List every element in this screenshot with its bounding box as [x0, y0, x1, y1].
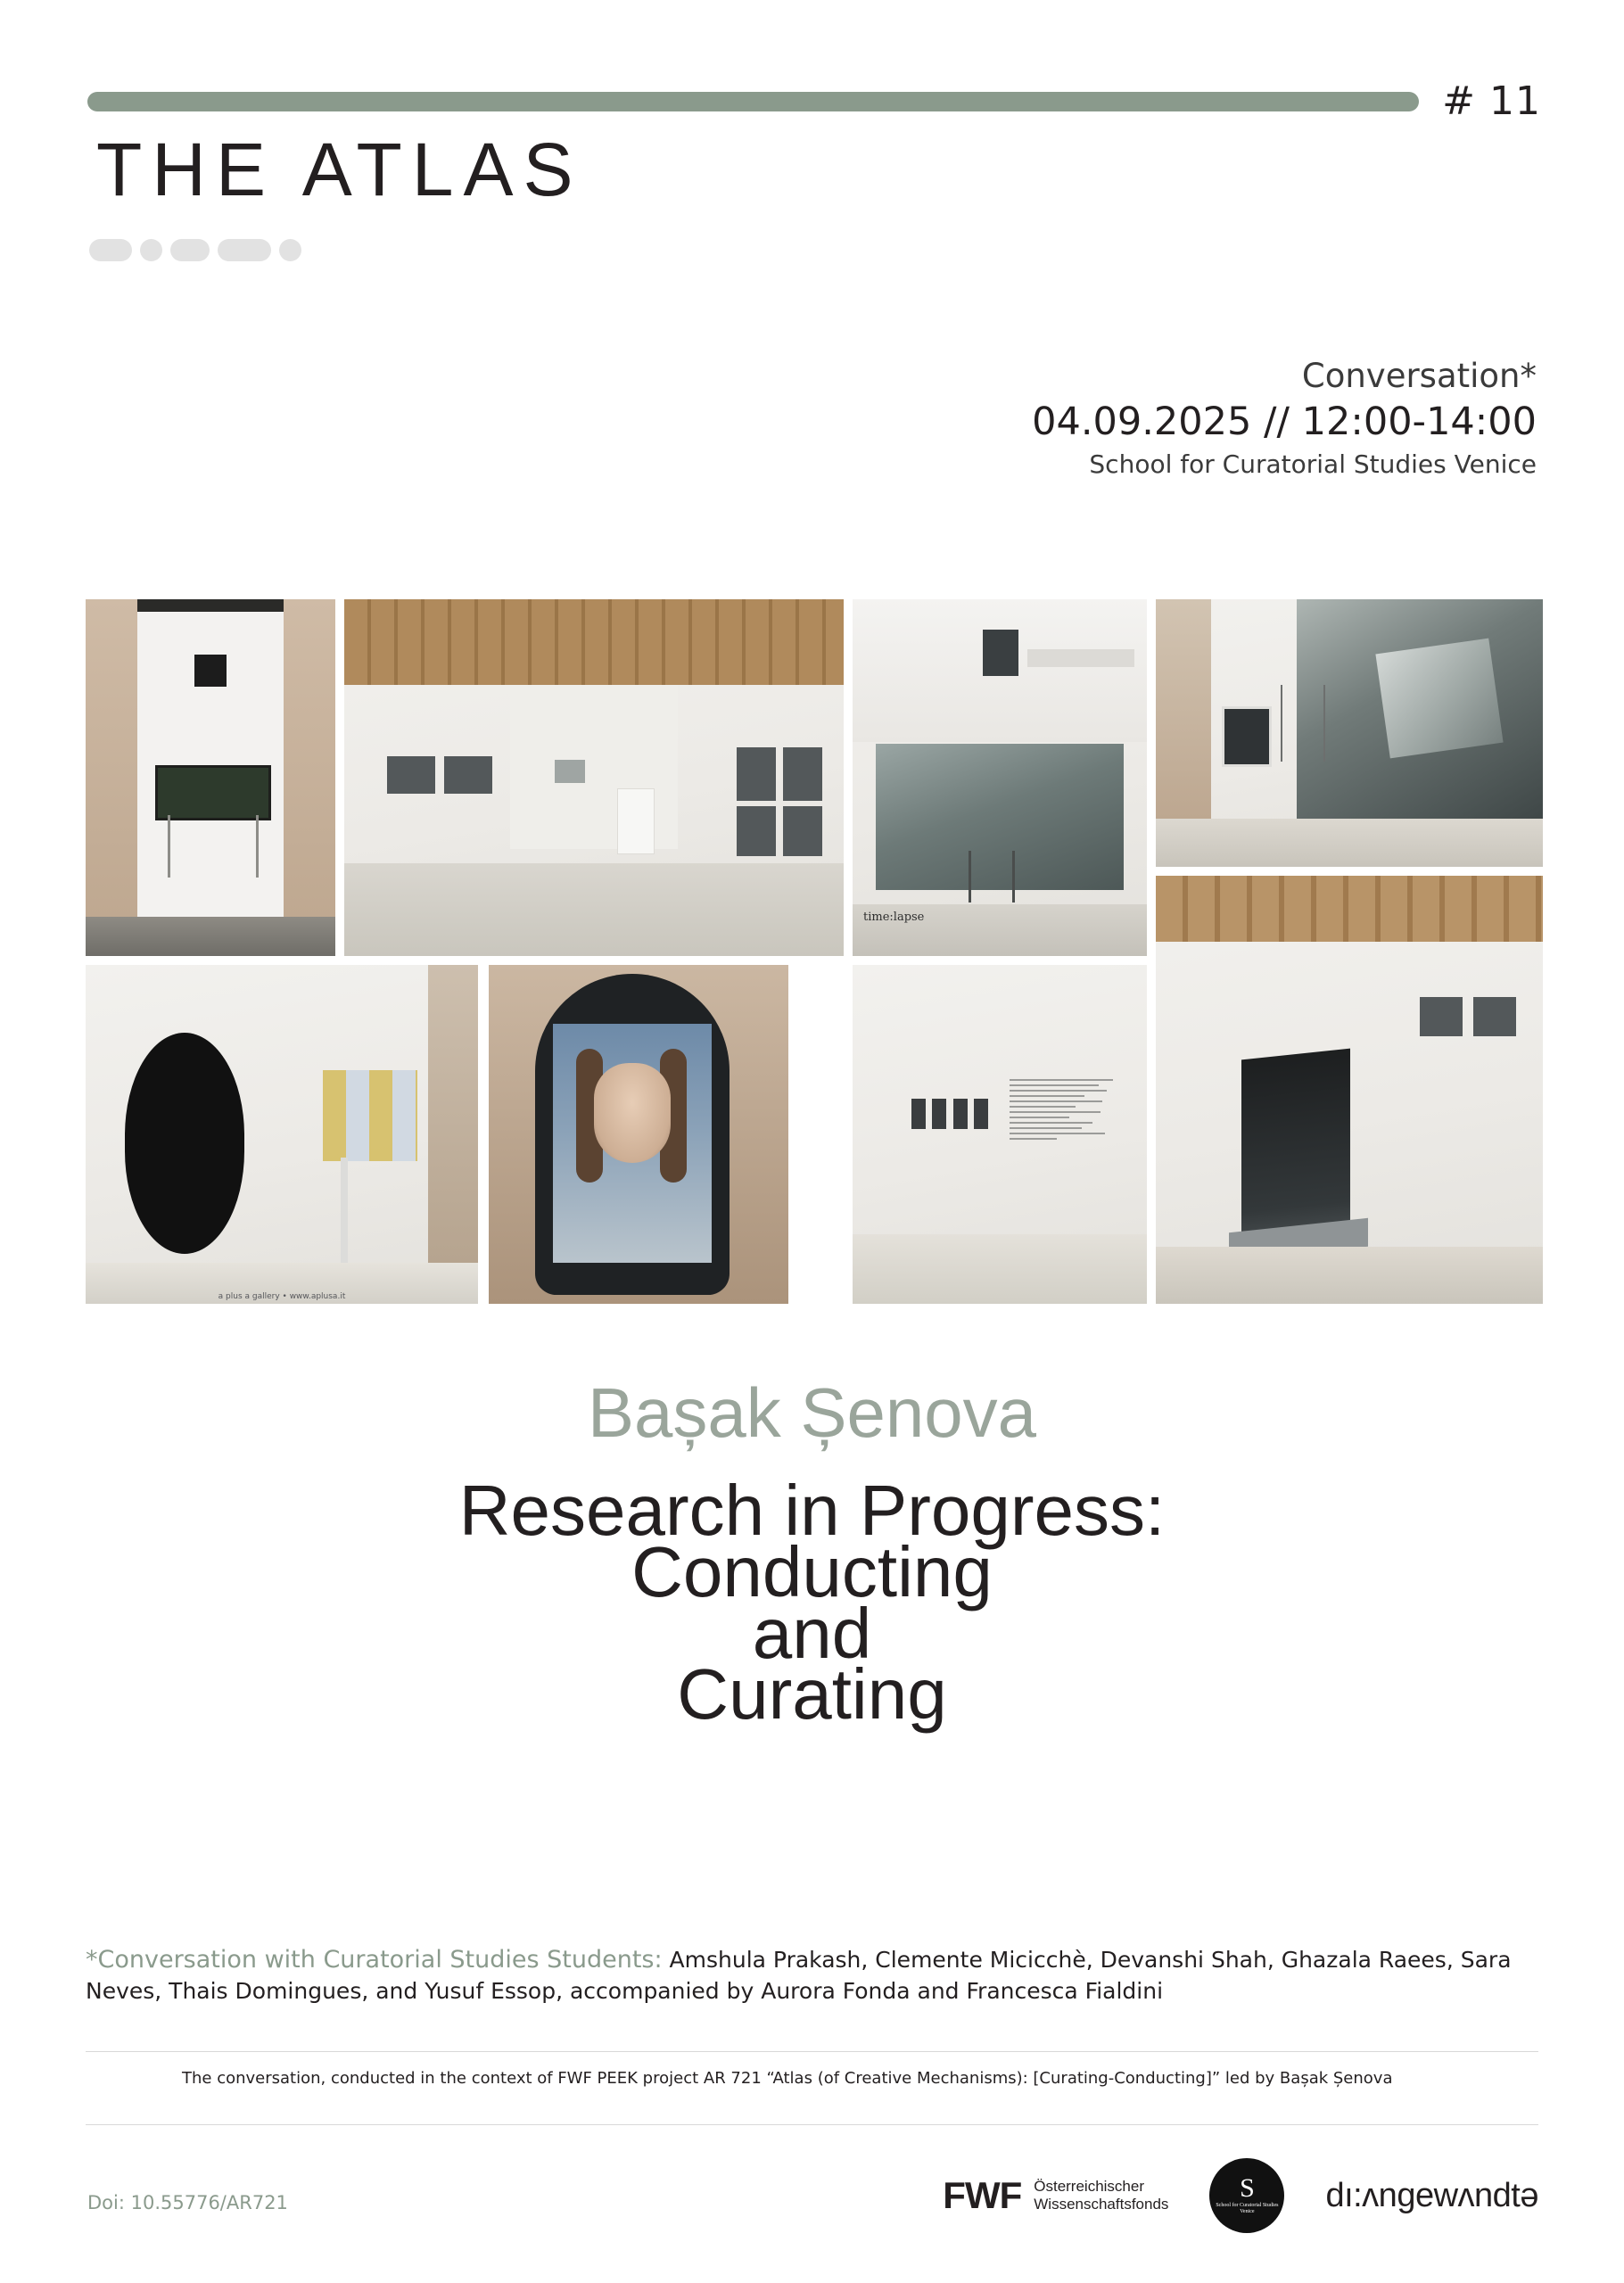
talk-title-line-3: and: [752, 1593, 872, 1673]
fwf-fullname-line-1: Österreichischer: [1034, 2177, 1145, 2195]
scsv-subtitle: School for Curatorial Studies Venice: [1216, 2203, 1279, 2214]
talk-title-line-1: Research in Progress:: [458, 1471, 1166, 1550]
scsv-logo: [1209, 2158, 1284, 2233]
gallery-image-installation-view-niche-monitor: [86, 599, 335, 956]
dot-1: [89, 239, 132, 261]
header-bar-row: [87, 78, 1541, 124]
image-caption-time-lapse: time:lapse: [863, 911, 925, 924]
divider-top: [86, 2051, 1538, 2052]
gallery-image-vitrine-with-small-objects-and-wall-text: [853, 965, 1147, 1304]
event-venue: School for Curatorial Studies Venice: [1089, 449, 1537, 480]
gallery-image-gallery-room-wooden-ceiling: [344, 599, 844, 956]
credits-block: [86, 1944, 1538, 2007]
fwf-fullname: [1034, 2178, 1168, 2214]
gallery-image-mirror-screen-portrait-video: [489, 965, 788, 1304]
gallery-image-black-blob-sculpture-and-grid-painting: [86, 965, 478, 1304]
gallery-image-wall-mural-with-framed-work: [1156, 599, 1543, 867]
dot-decoration: [89, 239, 309, 261]
dot-2: [140, 239, 162, 261]
event-meta: [1032, 357, 1537, 479]
dot-4: [218, 239, 271, 261]
image-caption-gallery-credit: a plus a gallery • www.aplusa.it: [218, 1292, 346, 1301]
event-date-time: 04.09.2025 // 12:00-14:00: [1032, 399, 1537, 444]
dot-5: [279, 239, 301, 261]
fwf-wordmark: FWF: [943, 2174, 1022, 2216]
speaker-name: Bașak Șenova: [587, 1373, 1036, 1452]
doi-label[interactable]: Doi: 10.55776/AR721: [87, 2192, 288, 2213]
project-note: The conversation, conducted in the context of FWF PEEK project AR 721 “Atlas (of Creative Mechanisms): [Curating-Conducting]” led by Bașak Șenova: [182, 2069, 1393, 2088]
dot-3: [170, 239, 210, 261]
talk-title-line-2: Conducting: [631, 1531, 993, 1611]
gallery-image-time-lapse-print-with-tripod: [853, 599, 1147, 956]
credits-participants: Amshula Prakash, Clemente Micicchè, Devanshi Shah, Ghazala Raees, Sara Neves, Thais Domingues, and Yusuf Essop, accompanied by Aurora Fonda and Francesca Fialdini: [86, 1947, 1512, 2005]
credits-lead: *Conversation with Curatorial Studies Students:: [86, 1946, 663, 1974]
talk-title: [0, 1471, 1624, 1735]
event-kind: Conversation*: [1301, 357, 1537, 395]
gallery-image-tilted-black-monolith-installation: [1156, 876, 1543, 1304]
fwf-logo: [943, 2174, 1168, 2217]
divider-bottom: [86, 2124, 1538, 2125]
issue-number: # 11: [1442, 78, 1541, 124]
fwf-fullname-line-2: Wissenschaftsfonds: [1034, 2196, 1169, 2213]
header-rule: [87, 92, 1419, 111]
angewandte-logo: dı:ʌngewʌndtə: [1325, 2176, 1538, 2214]
scsv-monogram: S: [1240, 2173, 1255, 2204]
footer-logos: [943, 2158, 1538, 2233]
image-grid: [86, 599, 1543, 1304]
page-title: THE ATLAS: [96, 128, 583, 211]
talk-title-line-4: Curating: [677, 1654, 947, 1735]
